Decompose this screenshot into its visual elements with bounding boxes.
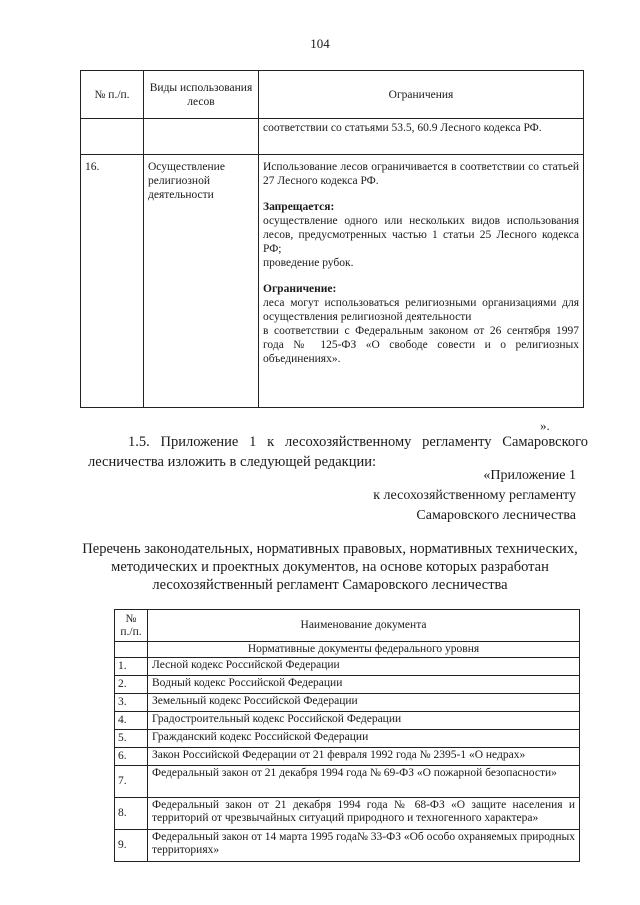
cell-num: 9. [115, 830, 148, 862]
cell-name: Водный кодекс Российской Федерации [148, 676, 580, 694]
table-row [115, 748, 580, 766]
documents-table [114, 609, 580, 862]
table-row-16 [81, 155, 584, 408]
list-title: Перечень законодательных, нормативных правовых, нормативных технических, методических и проектных документов, на основе которых разработан лесохозяйственный регламент Самаровского лесничества [82, 541, 578, 593]
cell-num: 4. [115, 712, 148, 730]
closing-quote: ». [540, 418, 550, 433]
restrictions-table [80, 70, 584, 408]
paragraph-1-5: 1.5. Приложение 1 к лесохозяйственному регламенту Самаровского лесничества изложить в следующей редакции: [88, 434, 588, 470]
cell-continuation: соответствии со статьями 53.5, 60.9 Лесного кодекса РФ. [259, 119, 584, 155]
cell-empty [144, 119, 259, 155]
appendix-line-1: «Приложение 1 [483, 468, 576, 483]
forbidden-title: Запрещается: [263, 201, 335, 213]
page-number: 104 [310, 36, 330, 51]
limit-title: Ограничение: [263, 283, 337, 295]
table-header-row [115, 610, 580, 642]
cell-num: 3. [115, 694, 148, 712]
appendix-line-3: Самаровского лесничества [416, 508, 576, 523]
table-row [115, 798, 580, 830]
header-num: № п./п. [115, 610, 148, 642]
table-row [115, 712, 580, 730]
cell-name: Лесной кодекс Российской Федерации [148, 658, 580, 676]
cell-num: 5. [115, 730, 148, 748]
cell-num: 8. [115, 798, 148, 830]
cell-name: Градостроительный кодекс Российской Федерации [148, 712, 580, 730]
section-title: Нормативные документы федерального уровня [148, 642, 580, 658]
cell-empty [115, 642, 148, 658]
table-row-continuation [81, 119, 584, 155]
cell-limits [259, 155, 584, 408]
table-row [115, 730, 580, 748]
cell-name: Земельный кодекс Российской Федерации [148, 694, 580, 712]
table-row [115, 830, 580, 862]
header-num: № п./п. [81, 71, 144, 119]
table-row [115, 766, 580, 798]
section-row [115, 642, 580, 658]
header-name: Наименование документа [148, 610, 580, 642]
cell-empty [81, 119, 144, 155]
cell-name: Гражданский кодекс Российской Федерации [148, 730, 580, 748]
limit-item-2: в соответствии с Федеральным законом от 26 сентября 1997 года № 125-ФЗ «О свободе совести и о религиозных объединениях». [263, 325, 579, 365]
cell-num: 1. [115, 658, 148, 676]
cell-num: 6. [115, 748, 148, 766]
table-row [115, 694, 580, 712]
cell-name: Федеральный закон от 21 декабря 1994 года № 69-ФЗ «О пожарной безопасности» [148, 766, 580, 798]
header-limits: Ограничения [259, 71, 584, 119]
header-kind: Виды использования лесов [144, 71, 259, 119]
cell-name: Закон Российской Федерации от 21 февраля 1992 года № 2395-1 «О недрах» [148, 748, 580, 766]
table-row [115, 658, 580, 676]
cell-kind: Осуществление религиозной деятельности [144, 155, 259, 408]
cell-num: 16. [81, 155, 144, 408]
cell-name: Федеральный закон от 14 марта 1995 года№ 33-ФЗ «Об особо охраняемых природных территориях» [148, 830, 580, 862]
appendix-heading [300, 466, 576, 526]
cell-num: 2. [115, 676, 148, 694]
cell-num: 7. [115, 766, 148, 798]
table-header-row [81, 71, 584, 119]
limits-intro: Использование лесов ограничивается в соответствии со статьей 27 Лесного кодекса РФ. [263, 161, 579, 187]
forbidden-item-1: осуществление одного или нескольких видов использования лесов, предусмотренных частью 1 статьи 25 Лесного кодекса РФ; [263, 215, 579, 255]
cell-name: Федеральный закон от 21 декабря 1994 года № 68-ФЗ «О защите населения и территорий от чрезвычайных ситуаций природного и техногенного характера» [148, 798, 580, 830]
forbidden-item-2: проведение рубок. [263, 257, 354, 269]
table-row [115, 676, 580, 694]
appendix-line-2: к лесохозяйственному регламенту [373, 488, 576, 503]
limit-item-1: леса могут использоваться религиозными организациями для осуществления религиозной деятельности [263, 297, 579, 323]
